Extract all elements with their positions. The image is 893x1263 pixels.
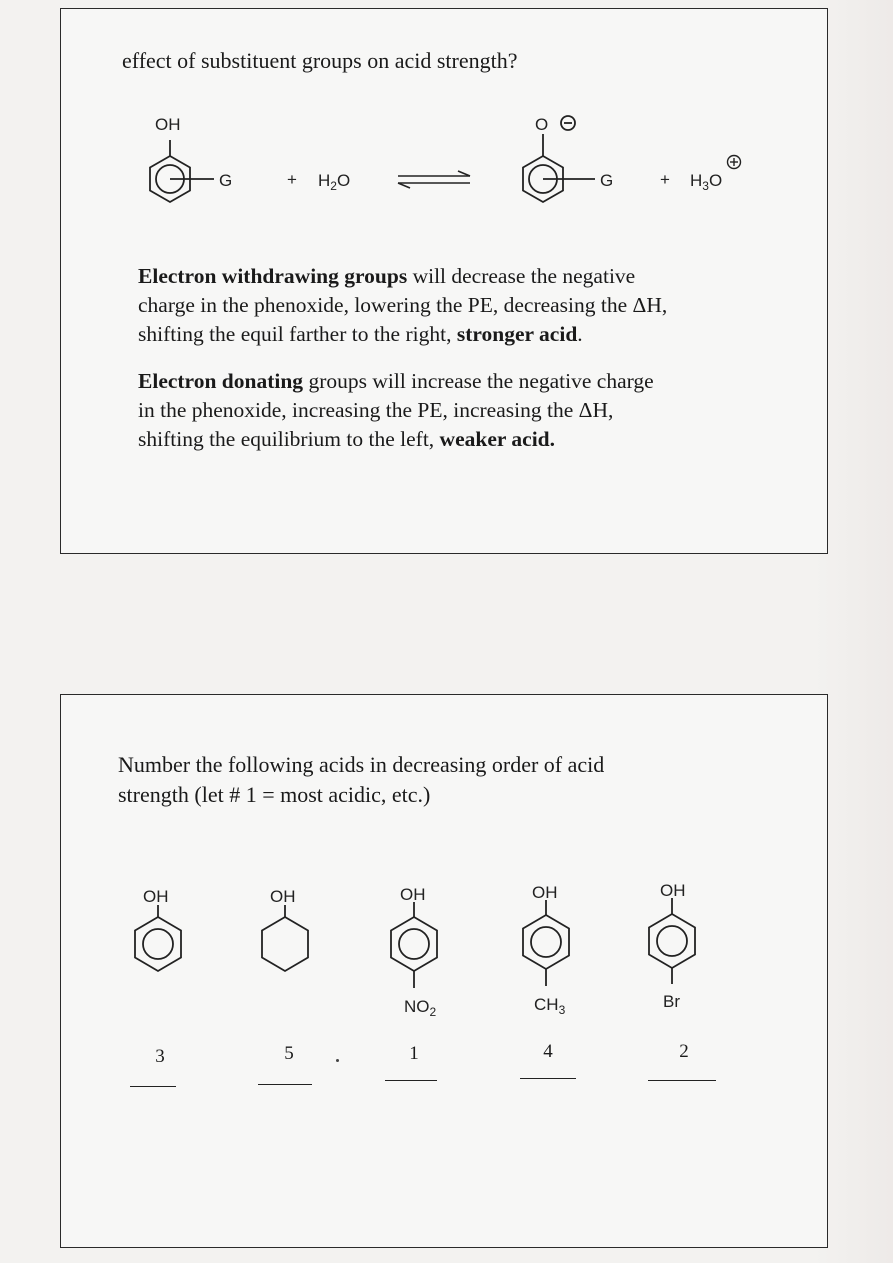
answer-cyclohexanol[interactable]: 5 <box>284 1043 294 1064</box>
acid4-oh-label: OH <box>532 883 558 902</box>
acid5-oh-label: OH <box>660 881 686 900</box>
answer-line-1 <box>130 1086 176 1087</box>
phenol-oh-label: OH <box>155 115 181 134</box>
paragraph-donating: Electron donating groups will increase the negative charge in the phenoxide, increasing the PE, increasing the ΔH, shifting the equilibrium to the left, weaker acid. <box>138 369 654 451</box>
answer-nitrophenol[interactable]: 1 <box>409 1043 419 1064</box>
acid3-nitro-label: $NO_2$ <box>404 997 437 1019</box>
phenoxide-g-structure <box>523 116 595 202</box>
positive-charge-icon <box>728 156 741 169</box>
phenol-structure <box>135 905 181 971</box>
plus-sign-2: + <box>660 170 670 189</box>
answer-line-5 <box>648 1080 716 1081</box>
phenol-g-structure <box>150 140 214 202</box>
cyclohexanol-structure <box>262 905 308 971</box>
answer-line-4 <box>520 1078 576 1079</box>
question-title-top: effect of substituent groups on acid strength? <box>122 48 518 73</box>
acid4-methyl-label: $CH_3$ <box>534 995 566 1017</box>
nitrophenol-structure <box>391 902 437 988</box>
acid-structures <box>0 860 893 1030</box>
question-title-bottom: Number the following acids in decreasing order of acid strength (let # 1 = most acidic, etc.) <box>118 752 605 807</box>
hydronium-label: $H_3O$ <box>690 171 723 193</box>
phenoxide-o-label: O <box>535 115 549 134</box>
reaction-scheme <box>0 0 893 260</box>
answer-line-2 <box>258 1084 312 1085</box>
water-label: $H_2O$ <box>318 171 351 193</box>
answer-phenol[interactable]: 3 <box>155 1046 165 1067</box>
stray-dot <box>336 1059 339 1062</box>
acid5-bromo-label: Br <box>663 992 680 1011</box>
equilibrium-arrow <box>398 171 470 188</box>
plus-sign: + <box>287 170 297 189</box>
answer-cresol[interactable]: 4 <box>543 1041 553 1062</box>
acid1-oh-label: OH <box>143 887 169 906</box>
cresol-structure <box>523 900 569 986</box>
answer-line-3 <box>385 1080 437 1081</box>
paragraph-withdrawing: Electron withdrawing groups will decrease the negative charge in the phenoxide, lowering the PE, decreasing the ΔH, shifting the equil farther to the right, stronger acid. <box>138 264 668 346</box>
acid2-oh-label: OH <box>270 887 296 906</box>
answer-bromophenol[interactable]: 2 <box>679 1041 689 1062</box>
phenol-g-label: G <box>219 171 233 190</box>
bromophenol-structure <box>649 898 695 984</box>
acid3-oh-label: OH <box>400 885 426 904</box>
phenoxide-g-label: G <box>600 171 614 190</box>
